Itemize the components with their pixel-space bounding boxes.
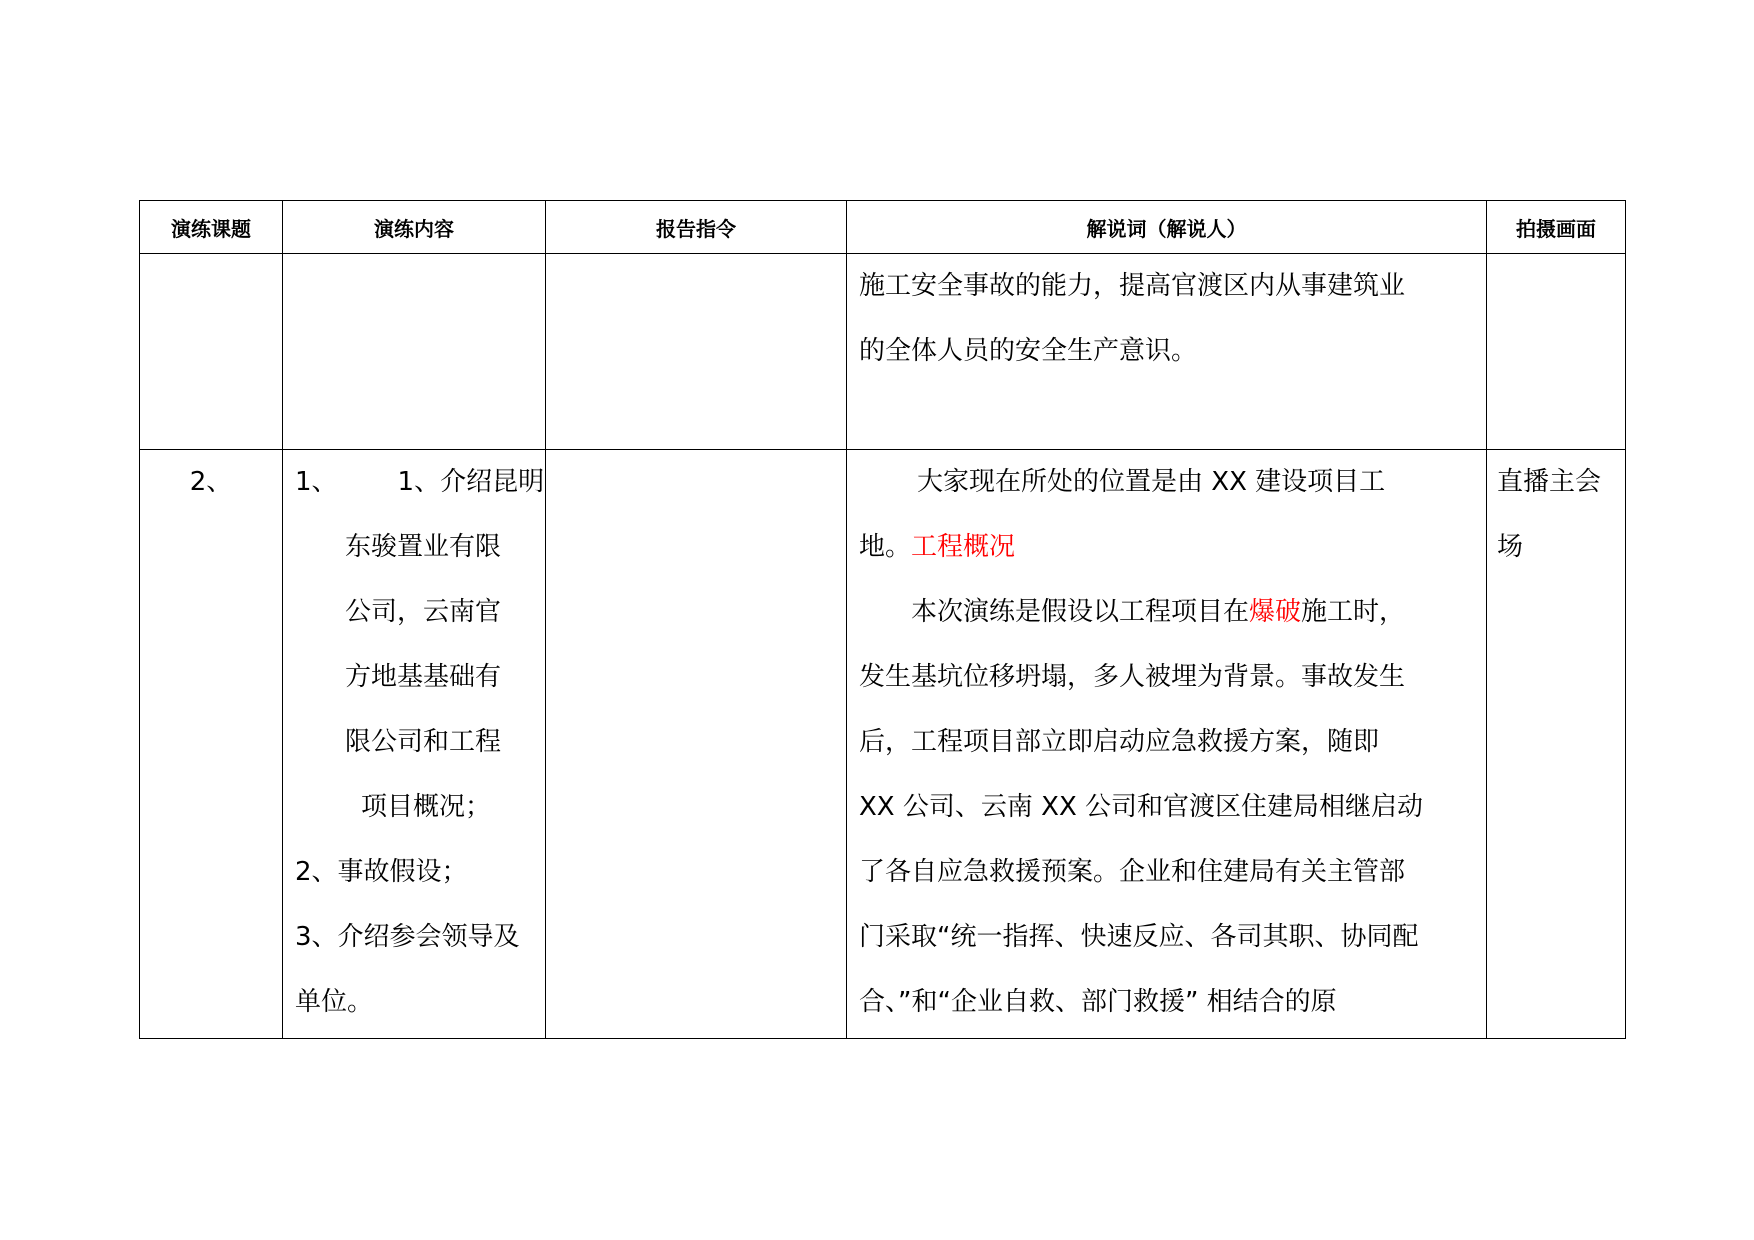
content-cell [283,450,546,1039]
topic-number: 2、 [189,467,233,497]
drill-table [139,200,1626,1039]
content-item-text: 1、介绍昆明 [397,467,545,497]
narration-line [859,515,1474,580]
header-command: 报告指令 [546,201,847,254]
narration-line: 发生基坑位移坍塌，多人被埋为背景。事故发生 [859,662,1406,692]
topic-cell [140,254,283,450]
table-row [140,450,1626,1039]
header-narration: 解说词（解说人） [847,201,1487,254]
topic-cell [140,450,283,1039]
narration-line: 大家现在所处的位置是由 XX 建设项目工 [917,467,1386,497]
highlight-text: 爆破 [1249,597,1302,627]
narration-line: 了各自应急救援预案。企业和住建局有关主管部 [859,857,1406,887]
narration-cell [847,254,1487,450]
header-topic: 演练课题 [140,201,283,254]
highlight-text: 工程概况 [911,532,1016,562]
narration-line [859,580,1474,645]
narration-text: 本次演练是假设以工程项目在 [911,597,1250,627]
command-cell [546,450,847,1039]
content-item-3: 3、介绍参会领导及 [295,922,520,952]
narration-text: 施工时， [1301,597,1406,627]
content-cell [283,254,546,450]
content-line: 单位。 [295,987,374,1017]
content-line: 东骏置业有限 [345,532,502,562]
shot-line: 场 [1497,532,1524,562]
narration-cell [847,450,1487,1039]
table-row [140,254,1626,450]
content-line: 限公司和工程 [345,727,502,757]
shot-cell [1487,254,1626,450]
header-shot: 拍摄画面 [1487,201,1626,254]
header-row [140,201,1626,254]
header-content: 演练内容 [283,201,546,254]
content-item-2: 2、事故假设； [295,857,468,887]
narration-line: 后，工程项目部立即启动应急救援方案，随即 [859,727,1380,757]
narration-line: 合、”和“企业自救、部门救援” 相结合的原 [859,987,1337,1017]
narration-line: 施工安全事故的能力，提高官渡区内从事建筑业 [859,271,1406,301]
narration-line: 的全体人员的安全生产意识。 [859,336,1198,366]
shot-line: 直播主会 [1497,467,1602,497]
command-cell [546,254,847,450]
shot-cell [1487,450,1626,1039]
narration-line: XX 公司、云南 XX 公司和官渡区住建局相继启动 [859,792,1424,822]
content-item-prefix: 1、 [295,467,338,497]
content-line: 方地基基础有 [345,662,502,692]
narration-text: 地。 [859,532,912,562]
content-line: 公司，云南官 [345,597,502,627]
narration-line: 门采取“统一指挥、快速反应、各司其职、协同配 [859,922,1419,952]
content-item-1 [295,450,545,515]
content-line: 项目概况； [361,792,492,822]
